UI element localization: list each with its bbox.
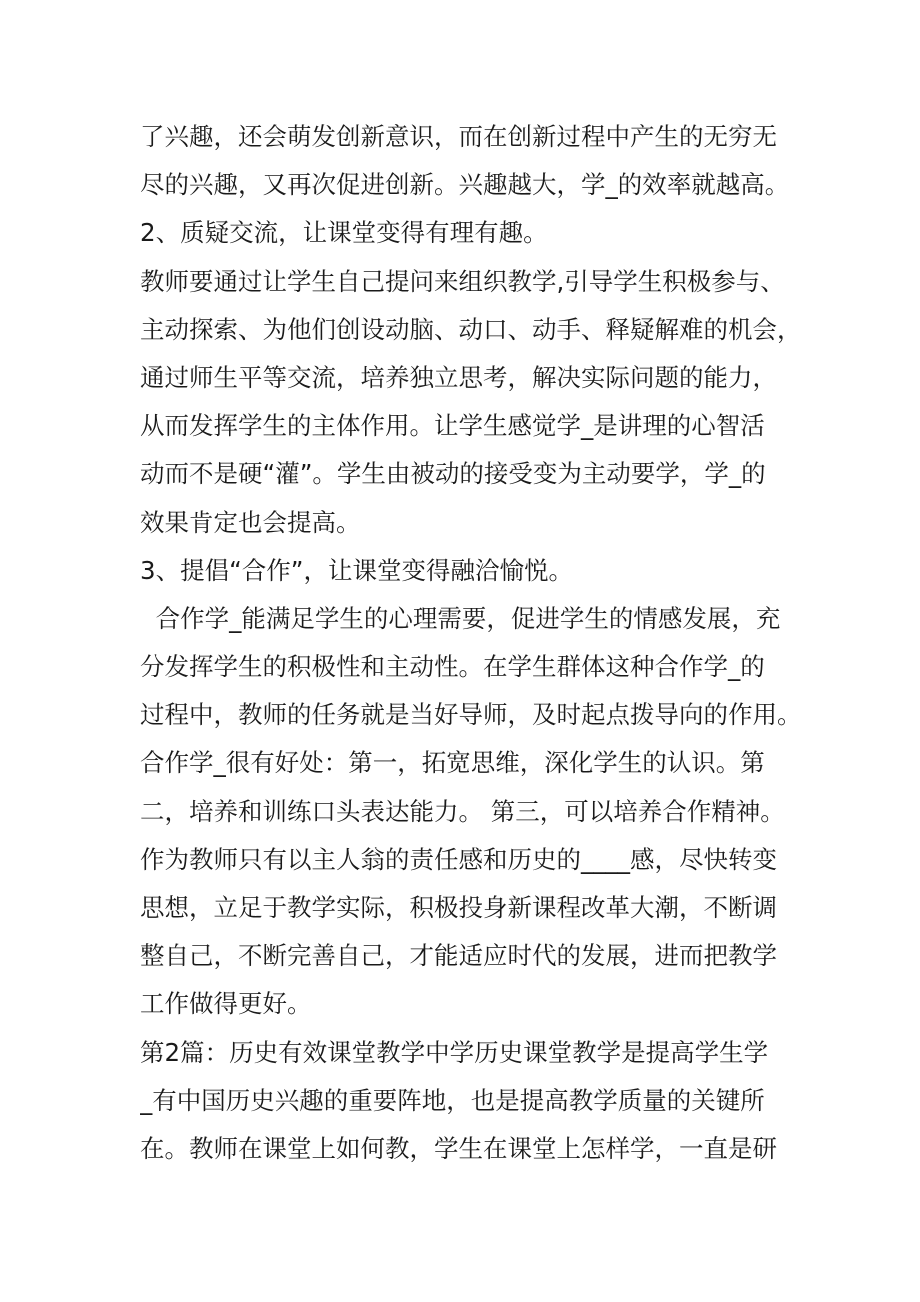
text-line: 工作做得更好。 — [140, 989, 312, 1019]
section-heading: 3、提倡“合作”，让课堂变得融洽愉悦。 — [140, 555, 573, 585]
body-text — [140, 113, 810, 1173]
text-line: 思想，立足于教学实际，积极投身新课程改革大潮，不断调 — [140, 893, 777, 922]
text-line: 效果肯定也会提高。 — [140, 507, 361, 537]
text-line: _有中国历史兴趣的重要阵地，也是提高教学质量的关键所 — [140, 1085, 765, 1115]
text-line: 教师要通过让学生自己提问来组织教学,引导学生积极参与、 — [140, 266, 785, 296]
text-line: 从而发挥学生的主体作用。让学生感觉学_是讲理的心智活 — [140, 411, 765, 441]
text-line: 通过师生平等交流，培养独立思考，解决实际问题的能力， — [140, 362, 777, 392]
section-heading: 2、质疑交流，让课堂变得有理有趣。 — [140, 218, 548, 248]
text-line: 作为教师只有以主人翁的责任感和历史的____感，尽快转变 — [140, 844, 777, 874]
text-line: 二，培养和训练口头表达能力。 第三，可以培养合作精神。 — [140, 796, 785, 826]
text-line: 合作学_能满足学生的心理需要，促进学生的情感发展，充 — [140, 603, 781, 633]
text-line: 尽的兴趣，又再次促进创新。兴趣越大，学_的效率就越高。 — [140, 170, 790, 200]
text-line: 合作学_很有好处：第一，拓宽思维，深化学生的认识。第 — [140, 748, 765, 778]
text-line: 分发挥学生的积极性和主动性。在学生群体这种合作学_的 — [140, 652, 765, 682]
text-line: 主动探索、为他们创设动脑、动口、动手、释疑解难的机会， — [140, 314, 802, 344]
text-line: 动而不是硬“灌”。学生由被动的接受变为主动要学，学_的 — [140, 459, 766, 489]
text-line: 了兴趣，还会萌发创新意识，而在创新过程中产生的无穷无 — [140, 122, 777, 151]
text-line: 整自己，不断完善自己，才能适应时代的发展，进而把教学 — [140, 941, 777, 971]
article-heading: 第2篇：历史有效课堂教学中学历史课堂教学是提高学生学 — [140, 1037, 769, 1067]
text-line: 在。教师在课堂上如何教，学生在课堂上怎样学，一直是研 — [140, 1133, 777, 1163]
text-line: 过程中，教师的任务就是当好导师，及时起点拨导向的作用。 — [140, 700, 802, 730]
